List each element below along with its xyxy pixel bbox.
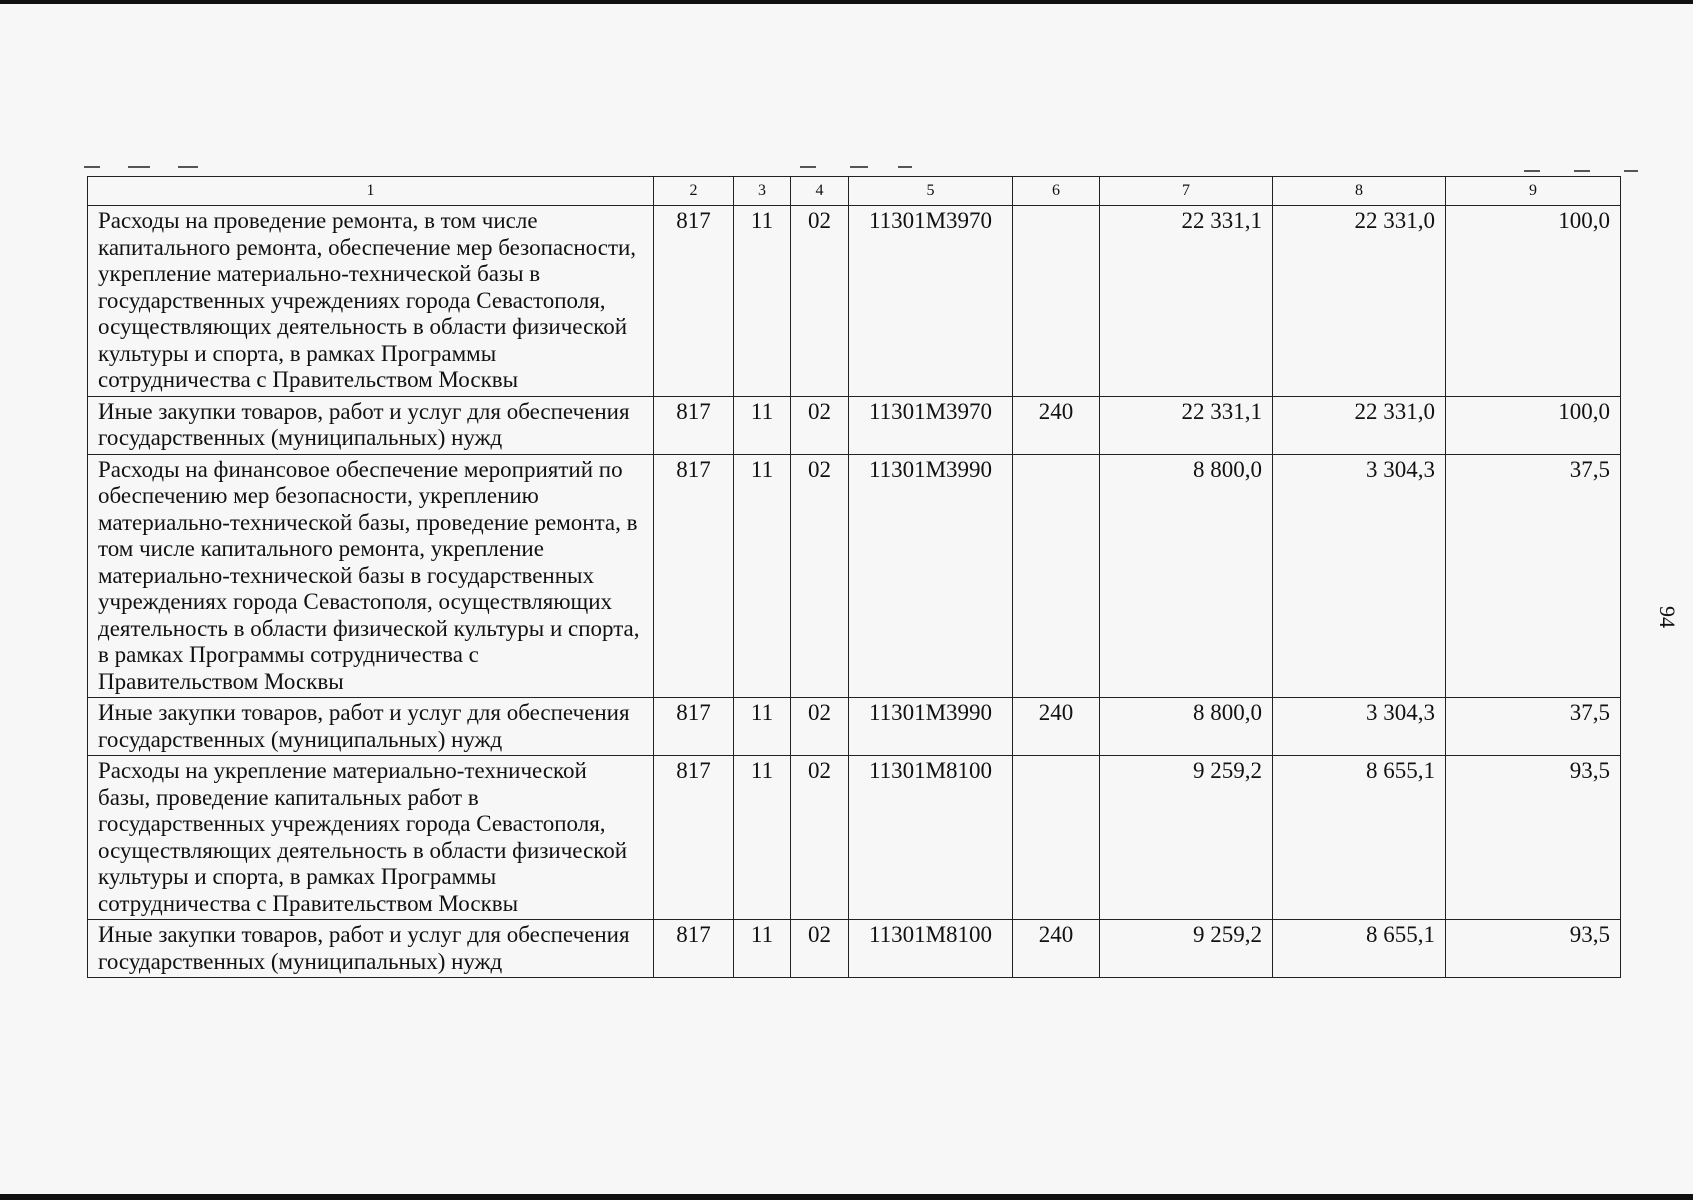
row-code-2: 817	[654, 920, 734, 978]
row-value-7: 22 331,1	[1100, 206, 1273, 397]
table-row	[88, 454, 1621, 698]
row-code-6	[1013, 206, 1100, 397]
row-value-9: 100,0	[1446, 396, 1621, 454]
header-cell-4: 4	[791, 177, 849, 206]
row-code-6: 240	[1013, 396, 1100, 454]
row-code-6	[1013, 756, 1100, 920]
row-value-9: 100,0	[1446, 206, 1621, 397]
row-code-3: 11	[734, 454, 791, 698]
row-code-3: 11	[734, 756, 791, 920]
row-name: Иные закупки товаров, работ и услуг для обеспечения государственных (муниципальных) нужд	[88, 920, 654, 978]
row-name: Иные закупки товаров, работ и услуг для обеспечения государственных (муниципальных) нужд	[88, 396, 654, 454]
scan-artifact	[84, 166, 100, 168]
row-name: Иные закупки товаров, работ и услуг для обеспечения государственных (муниципальных) нужд	[88, 698, 654, 756]
row-code-4: 02	[791, 396, 849, 454]
row-value-7: 8 800,0	[1100, 698, 1273, 756]
row-code-5: 11301М8100	[849, 920, 1013, 978]
table-row	[88, 756, 1621, 920]
row-code-2: 817	[654, 396, 734, 454]
table-row	[88, 396, 1621, 454]
row-value-8: 8 655,1	[1273, 756, 1446, 920]
scan-artifact	[128, 166, 150, 168]
row-name: Расходы на проведение ремонта, в том числе капитального ремонта, обеспечение мер безопасности, укрепление материально-технической базы в государственных учреждениях города Севастополя, осуществляющих деятельность в области физической культуры и спорта, в рамках Программы сотрудничества с Правительством Москвы	[88, 206, 654, 397]
row-code-3: 11	[734, 206, 791, 397]
budget-table	[87, 176, 1621, 978]
row-code-6	[1013, 454, 1100, 698]
scan-artifact	[850, 166, 868, 168]
scan-artifact	[1624, 170, 1638, 172]
scan-artifact	[1574, 170, 1590, 172]
row-value-7: 9 259,2	[1100, 920, 1273, 978]
row-value-8: 22 331,0	[1273, 206, 1446, 397]
row-code-5: 11301М3970	[849, 206, 1013, 397]
row-code-6: 240	[1013, 698, 1100, 756]
header-cell-1: 1	[88, 177, 654, 206]
table-row	[88, 698, 1621, 756]
row-code-6: 240	[1013, 920, 1100, 978]
row-code-4: 02	[791, 756, 849, 920]
row-value-7: 9 259,2	[1100, 756, 1273, 920]
scan-artifact	[1524, 170, 1540, 172]
row-value-8: 22 331,0	[1273, 396, 1446, 454]
row-code-3: 11	[734, 920, 791, 978]
row-value-9: 93,5	[1446, 756, 1621, 920]
row-value-8: 3 304,3	[1273, 454, 1446, 698]
header-cell-7: 7	[1100, 177, 1273, 206]
row-code-4: 02	[791, 698, 849, 756]
scan-artifact	[178, 166, 198, 168]
row-code-2: 817	[654, 756, 734, 920]
row-code-4: 02	[791, 454, 849, 698]
header-cell-6: 6	[1013, 177, 1100, 206]
row-code-2: 817	[654, 698, 734, 756]
header-cell-2: 2	[654, 177, 734, 206]
header-cell-9: 9	[1446, 177, 1621, 206]
row-code-2: 817	[654, 206, 734, 397]
row-code-4: 02	[791, 920, 849, 978]
header-cell-3: 3	[734, 177, 791, 206]
row-value-9: 37,5	[1446, 698, 1621, 756]
scan-artifact	[898, 166, 912, 168]
header-row	[88, 177, 1621, 206]
row-code-5: 11301М3990	[849, 698, 1013, 756]
row-code-5: 11301М3990	[849, 454, 1013, 698]
row-value-7: 22 331,1	[1100, 396, 1273, 454]
row-value-8: 3 304,3	[1273, 698, 1446, 756]
header-cell-5: 5	[849, 177, 1013, 206]
header-cell-8: 8	[1273, 177, 1446, 206]
row-value-7: 8 800,0	[1100, 454, 1273, 698]
row-value-8: 8 655,1	[1273, 920, 1446, 978]
table-row	[88, 920, 1621, 978]
row-value-9: 37,5	[1446, 454, 1621, 698]
row-value-9: 93,5	[1446, 920, 1621, 978]
row-code-2: 817	[654, 454, 734, 698]
row-name: Расходы на укрепление материально-технической базы, проведение капитальных работ в государственных учреждениях города Севастополя, осуществляющих деятельность в области физической культуры и спорта, в рамках Программы сотрудничества с Правительством Москвы	[88, 756, 654, 920]
row-name: Расходы на финансовое обеспечение мероприятий по обеспечению мер безопасности, укреплению материально-технической базы, проведение ремонта, в том числе капитального ремонта, укрепление материально-технической базы в государственных учреждениях города Севастополя, осуществляющих деятельность в области физической культуры и спорта, в рамках Программы сотрудничества с Правительством Москвы	[88, 454, 654, 698]
row-code-3: 11	[734, 396, 791, 454]
scan-artifact	[800, 166, 816, 168]
row-code-4: 02	[791, 206, 849, 397]
row-code-5: 11301М8100	[849, 756, 1013, 920]
table-row	[88, 206, 1621, 397]
row-code-5: 11301М3970	[849, 396, 1013, 454]
page-number: 94	[1655, 606, 1680, 628]
row-code-3: 11	[734, 698, 791, 756]
